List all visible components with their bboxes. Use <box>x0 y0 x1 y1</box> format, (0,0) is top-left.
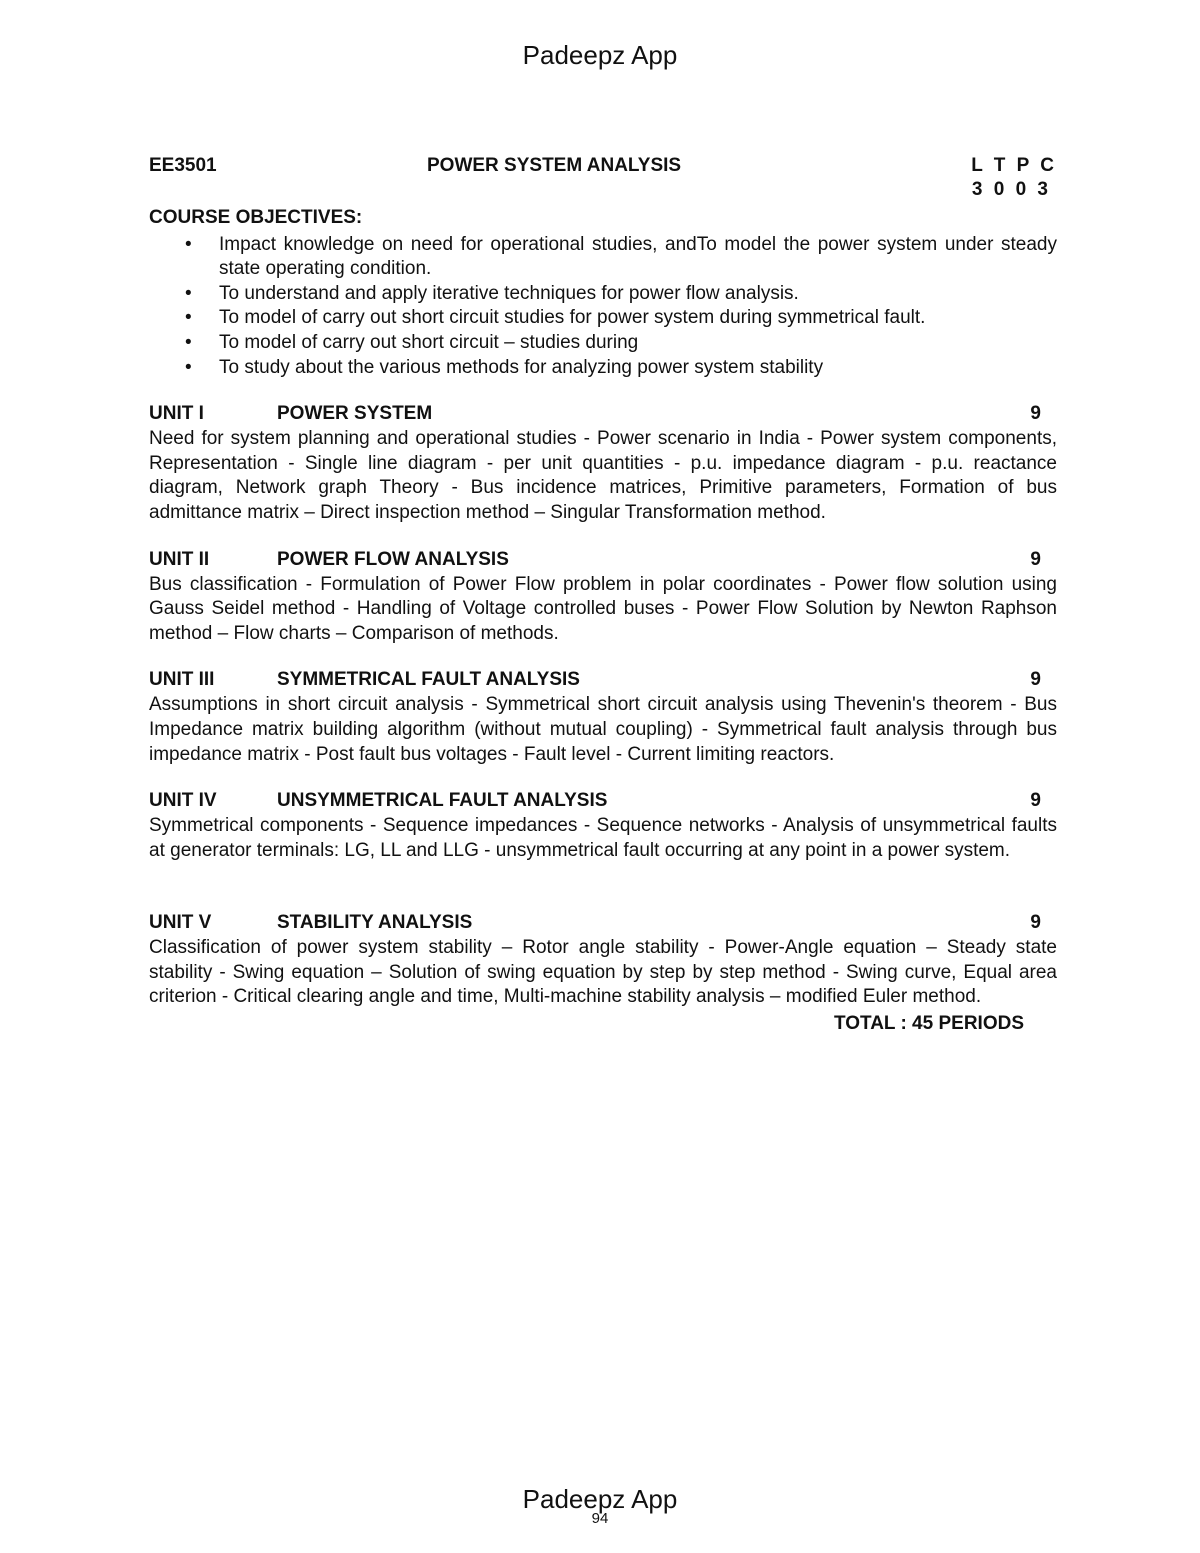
total-periods: TOTAL : 45 PERIODS <box>833 1013 1024 1035</box>
objectives-list <box>149 233 1057 381</box>
objective-item: • To study about the various methods for analyzing power system stability <box>219 356 1057 381</box>
unit-4 <box>149 789 1057 863</box>
unit-title: STABILITY ANALYSIS <box>277 912 473 934</box>
unit-title: UNSYMMETRICAL FAULT ANALYSIS <box>277 790 608 812</box>
syllabus-content <box>149 154 1057 1037</box>
objectives-heading: COURSE OBJECTIVES: <box>149 207 363 228</box>
unit-label: UNIT III <box>149 669 215 691</box>
header-watermark: Padeepz App <box>522 40 678 70</box>
unit-title: SYMMETRICAL FAULT ANALYSIS <box>277 669 580 691</box>
footer-watermark: Padeepz App <box>522 1484 678 1514</box>
unit-hours: 9 <box>1030 790 1041 812</box>
unit-2 <box>149 548 1057 647</box>
unit-heading <box>149 668 1057 693</box>
ltpc-values: 3 0 0 3 <box>971 179 1051 200</box>
unit-body: Symmetrical components - Sequence impedances - Sequence networks - Analysis of unsymmetrical faults at generator terminals: LG, LL and LLG - unsymmetrical fault occurring at any point in a power system. <box>149 815 1057 861</box>
unit-5 <box>149 911 1057 1010</box>
unit-hours: 9 <box>1030 403 1041 425</box>
unit-label: UNIT I <box>149 403 204 425</box>
unit-label: UNIT IV <box>149 790 217 812</box>
unit-title: POWER FLOW ANALYSIS <box>277 548 509 570</box>
unit-hours: 9 <box>1030 912 1041 934</box>
ltpc-label: L T P C <box>971 155 1057 176</box>
unit-hours: 9 <box>1030 669 1041 691</box>
page-number: 94 <box>591 1510 609 1527</box>
objective-item: • To understand and apply iterative techniques for power flow analysis. <box>219 282 1057 307</box>
unit-heading <box>149 548 1057 573</box>
course-header-row <box>149 154 1057 178</box>
course-title: POWER SYSTEM ANALYSIS <box>427 155 682 176</box>
unit-label: UNIT II <box>149 548 210 570</box>
unit-1 <box>149 402 1057 525</box>
unit-body: Assumptions in short circuit analysis - Symmetrical short circuit analysis using Thevenin's theorem - Bus Impedance matrix building algorithm (without mutual coupling) - Symmetrical fault analysis through bus impedance matrix - Post fault bus voltages - Fault level - Current limiting reactors. <box>149 694 1057 765</box>
unit-hours: 9 <box>1030 548 1041 570</box>
objective-item: • To model of carry out short circuit – studies during <box>219 331 1057 356</box>
unit-heading <box>149 789 1057 814</box>
course-code: EE3501 <box>149 155 217 176</box>
unit-heading <box>149 911 1057 936</box>
objective-item: • Impact knowledge on need for operational studies, andTo model the power system under steady state operating condition. <box>219 233 1057 282</box>
unit-title: POWER SYSTEM <box>277 403 433 425</box>
objective-item: • To model of carry out short circuit studies for power system during symmetrical fault. <box>219 306 1057 331</box>
unit-body: Bus classification - Formulation of Power Flow problem in polar coordinates - Power flow solution using Gauss Seidel method - Handling of Voltage controlled buses - Power Flow Solution by Newton Raphson method – Flow charts – Comparison of methods. <box>149 573 1057 644</box>
unit-body: Need for system planning and operational studies - Power scenario in India - Power system components, Representation - Single line diagram - per unit quantities - p.u. impedance diagram - p.u. reactance diagram, Network graph Theory - Bus incidence matrices, Primitive parameters, Formation of bus admittance matrix – Direct inspection method – Singular Transformation method. <box>149 428 1057 523</box>
unit-heading <box>149 402 1057 427</box>
unit-3 <box>149 668 1057 767</box>
unit-label: UNIT V <box>149 912 212 934</box>
unit-body: Classification of power system stability – Rotor angle stability - Power-Angle equation – Steady state stability - Swing equation – Solution of swing equation by step by step method - Swing curve, Equal area criterion - Critical clearing angle and time, Multi-machine stability analysis – modified Euler method. <box>149 937 1057 1008</box>
